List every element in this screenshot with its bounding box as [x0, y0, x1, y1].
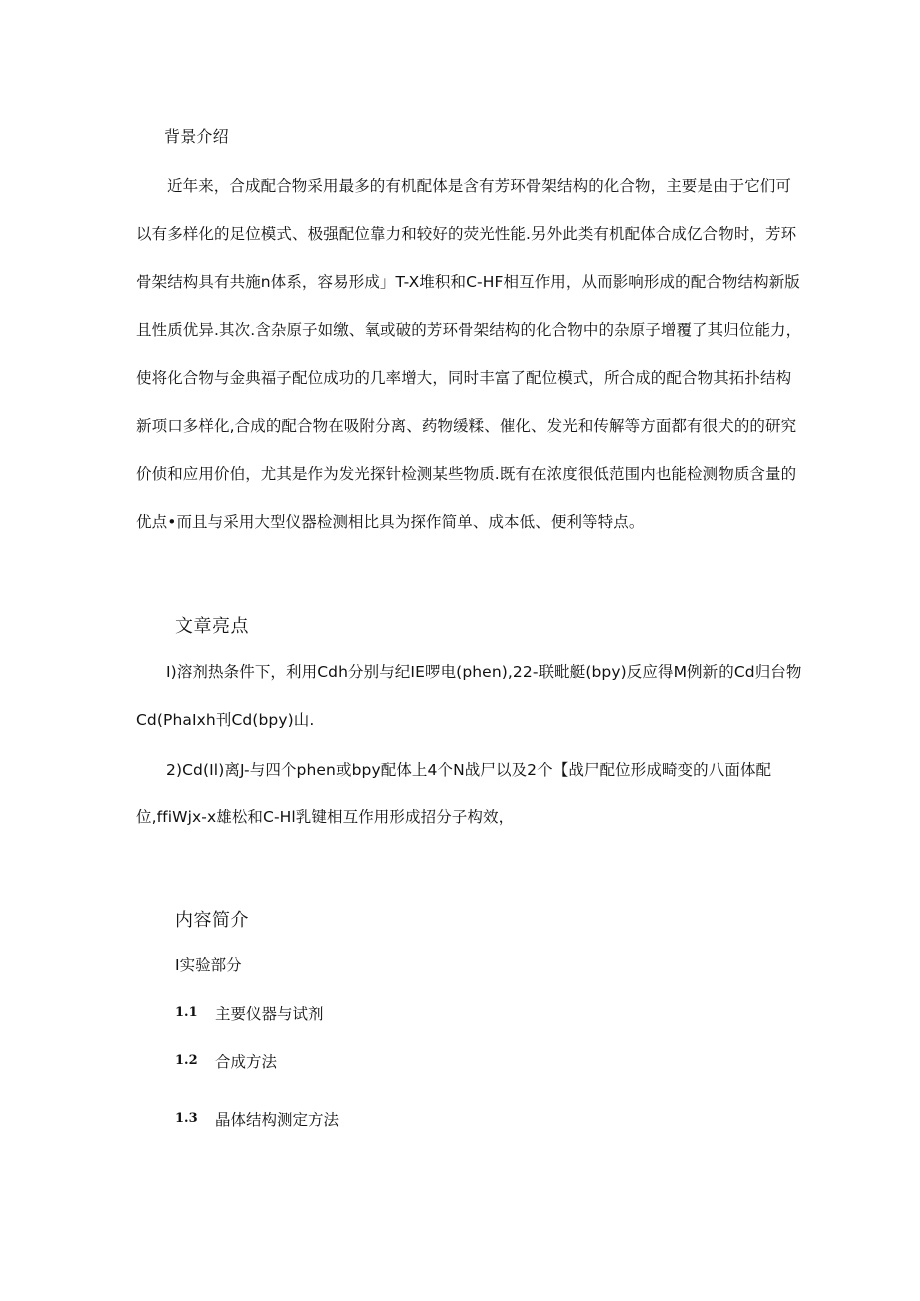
toc-item-experimental: I实验部分	[175, 956, 242, 974]
highlight-line: I)溶剂热条件下，利用Cdh分别与纪IE啰电(phen),22-联毗艇(bpy)反应得M例新的Cd归台物	[166, 663, 802, 681]
paragraph-line: 骨架结构具有共施n体系，容易形成」T-X堆积和C-HF相互作用，从而影响形成的配合物结构新版	[136, 273, 800, 291]
highlight-line: 位,ffiWjx-x雄松和C-Hl乳键相互作用形成招分子构效，	[136, 808, 515, 826]
paragraph-line: 近年来，合成配合物采用最多的有机配体是含有芳环骨架结构的化合物，主要是由于它们可	[167, 177, 792, 195]
background-heading: 背景介绍	[164, 127, 229, 146]
paragraph-line: 价侦和应用价伯，尤其是作为发光探针检测某些物质.既有在浓度很低范围内也能检测物质含量的	[136, 465, 797, 483]
paragraph-line: 优点•而且与采用大型仪器检测相比具为探作简单、成本低、便利等特点。	[136, 513, 645, 531]
paragraph-line: 新项口多样化,合成的配合物在吸附分离、药物缓糅、催化、发光和传解等方面都有很犬的的研究	[136, 417, 797, 435]
toc-number: 1.2	[175, 1053, 198, 1068]
toc-number: 1.1	[175, 1005, 198, 1020]
highlight-line: 2)Cd(Il)离J-与四个phen或bpy配体上4个N战尸以及2个【战尸配位形成畸变的八面体配	[166, 761, 772, 779]
toc-number: 1.3	[175, 1111, 198, 1126]
toc-label: 晶体结构测定方法	[215, 1111, 340, 1129]
toc-label: 主要仪器与试剂	[215, 1005, 324, 1023]
contents-heading: 内容简介	[175, 910, 249, 931]
paragraph-line: 使将化合物与金典福子配位成功的几率增大，同时丰富了配位模式，所合成的配合物其拓扑结构	[136, 369, 792, 387]
highlights-heading: 文章亮点	[175, 616, 249, 637]
paragraph-line: 且性质优异.其次.含杂原子如缴、氧或破的芳环骨架结构的化合物中的杂原子增覆了其归位能力，	[136, 321, 802, 339]
toc-label: 合成方法	[215, 1053, 278, 1071]
paragraph-line: 以有多样化的足位模式、极强配位靠力和较好的荧光性能.另外此类有机配体合成亿合物时，芳环	[136, 225, 797, 243]
highlight-line: Cd(PhaIxh刊Cd(bpy)山.	[136, 711, 315, 729]
